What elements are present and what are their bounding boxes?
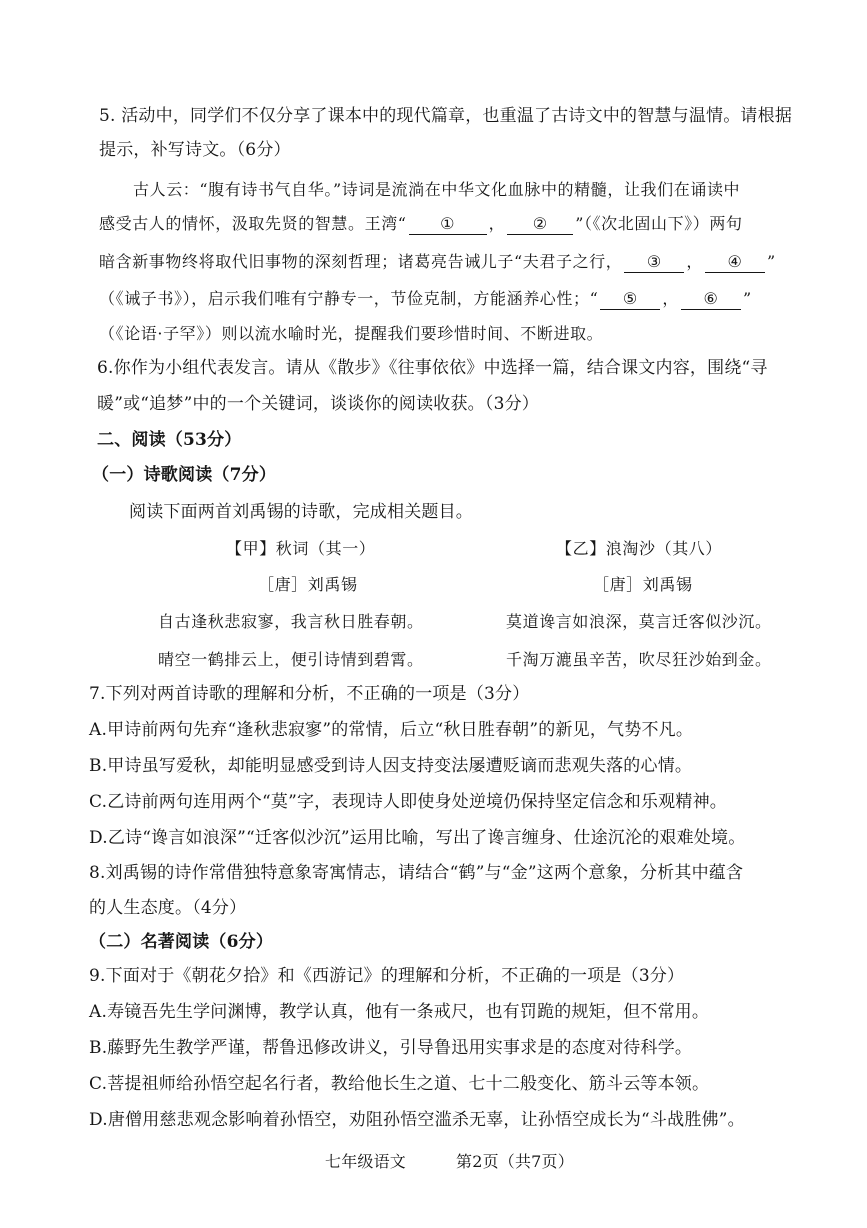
q9-option-c[interactable]: C.菩提祖师给孙悟空起名行者，教给他长生之道、七十二般变化、筋斗云等本领。: [89, 1074, 710, 1094]
q7-option-d[interactable]: D.乙诗“谗言如浪深”“迁客似沙沉”运用比喻，写出了谗言缠身、仕途沉沦的艰难处境。: [89, 828, 746, 848]
q8-stem-line1: 8.刘禹锡的诗作常借独特意象寄寓情志，请结合“鹤”与“金”这两个意象，分析其中蕴含: [89, 863, 744, 883]
poem-b-line2: 千淘万漉虽辛苦，吹尽狂沙始到金。: [506, 650, 772, 669]
poem-a-author: ［唐］刘禹锡: [258, 575, 358, 594]
q5-passage-line2: [99, 212, 743, 236]
q5-stem-line2: 提示，补写诗文。（6分）: [99, 140, 291, 160]
q7-option-c[interactable]: C.乙诗前两句连用两个“莫”字，表现诗人即使身处逆境仍保持坚定信念和乐观精神。: [89, 792, 727, 812]
blank-separator: ，: [662, 289, 679, 308]
q7-stem: 7.下列对两首诗歌的理解和分析，不正确的一项是（3分）: [89, 684, 530, 704]
q5-passage-text: 感受古人的情怀，汲取先贤的智慧。王湾“: [99, 214, 407, 233]
poem-a-title: 【甲】秋词（其一）: [226, 539, 376, 558]
section-heading: 二、阅读（53分）: [97, 430, 242, 450]
poem-a-line2: 晴空一鹤排云上，便引诗情到碧霄。: [158, 650, 424, 669]
q9-option-b[interactable]: B.藤野先生教学严谨，帮鲁迅修改讲义，引导鲁迅用实事求是的态度对待科学。: [89, 1038, 693, 1058]
q5-passage-text: ”（《次北固山下》）两句: [575, 214, 743, 233]
q5-stem-line1: 5. 活动中，同学们不仅分享了课本中的现代篇章，也重温了古诗文中的智慧与温情。请根据: [99, 106, 793, 126]
answer-blank-1[interactable]: ①: [409, 214, 487, 235]
answer-blank-2[interactable]: ②: [507, 214, 573, 235]
q5-passage-text: 暗含新事物终将取代旧事物的深刻哲理；诸葛亮告诫儿子“夫君子之行，: [99, 252, 623, 271]
q9-stem: 9.下面对于《朝花夕拾》和《西游记》的理解和分析，不正确的一项是（3分）: [89, 966, 685, 986]
part-heading-classics: （二）名著阅读（6分）: [89, 932, 274, 952]
q8-stem-line2: 的人生态度。（4分）: [89, 898, 247, 918]
q5-passage-text: ”: [743, 289, 752, 308]
q5-passage-text: （《诫子书》），启示我们唯有宁静专一，节俭克制，方能涵养心性；“: [99, 289, 599, 308]
q5-passage-text: ”: [767, 252, 776, 271]
footer-subject: 七年级语文: [325, 1152, 407, 1171]
q5-passage-line3: [99, 250, 776, 274]
q7-option-b[interactable]: B.甲诗虽写爱秋，却能明显感受到诗人因支持变法屡遭贬谪而悲观失落的心情。: [89, 756, 693, 776]
answer-blank-6[interactable]: ⑥: [681, 289, 741, 310]
q6-stem-line2: 暖”或“追梦”中的一个关键词，谈谈你的阅读收获。（3分）: [97, 394, 539, 414]
q5-passage-line5: （《论语·子罕》）则以流水喻时光，提醒我们要珍惜时间、不断进取。: [99, 324, 604, 343]
poetry-intro: 阅读下面两首刘禹锡的诗歌，完成相关题目。: [129, 502, 473, 522]
poem-b-title: 【乙】浪淘沙（其八）: [556, 539, 723, 558]
q5-passage-line4: [99, 287, 752, 311]
answer-blank-3[interactable]: ③: [624, 252, 684, 273]
q9-option-d[interactable]: D.唐僧用慈悲观念影响着孙悟空，劝阻孙悟空滥杀无辜，让孙悟空成长为“斗战胜佛”。: [89, 1110, 745, 1130]
answer-blank-4[interactable]: ④: [705, 252, 765, 273]
q5-passage-line1: 古人云：“腹有诗书气自华。”诗词是流淌在中华文化血脉中的精髓，让我们在诵读中: [133, 180, 741, 199]
q9-option-a[interactable]: A.寿镜吾先生学问渊博，教学认真，他有一条戒尺，也有罚跪的规矩，但不常用。: [89, 1002, 710, 1022]
poem-b-author: ［唐］刘禹锡: [593, 575, 693, 594]
blank-separator: ，: [686, 252, 703, 271]
part-heading-poetry: （一）诗歌阅读（7分）: [92, 465, 277, 485]
answer-blank-5[interactable]: ⑤: [600, 289, 660, 310]
footer-page-number: 第2页（共7页）: [456, 1152, 574, 1171]
q6-stem-line1: 6.你作为小组代表发言。请从《散步》《往事依依》中选择一篇，结合课文内容，围绕“寻: [97, 358, 768, 378]
poem-a-line1: 自古逢秋悲寂寥，我言秋日胜春朝。: [158, 612, 424, 631]
blank-separator: ，: [488, 214, 506, 233]
poem-b-line1: 莫道谗言如浪深，莫言迁客似沙沉。: [506, 612, 772, 631]
q7-option-a[interactable]: A.甲诗前两句先弃“逢秋悲寂寥”的常情，后立“秋日胜春朝”的新见，气势不凡。: [89, 720, 694, 740]
